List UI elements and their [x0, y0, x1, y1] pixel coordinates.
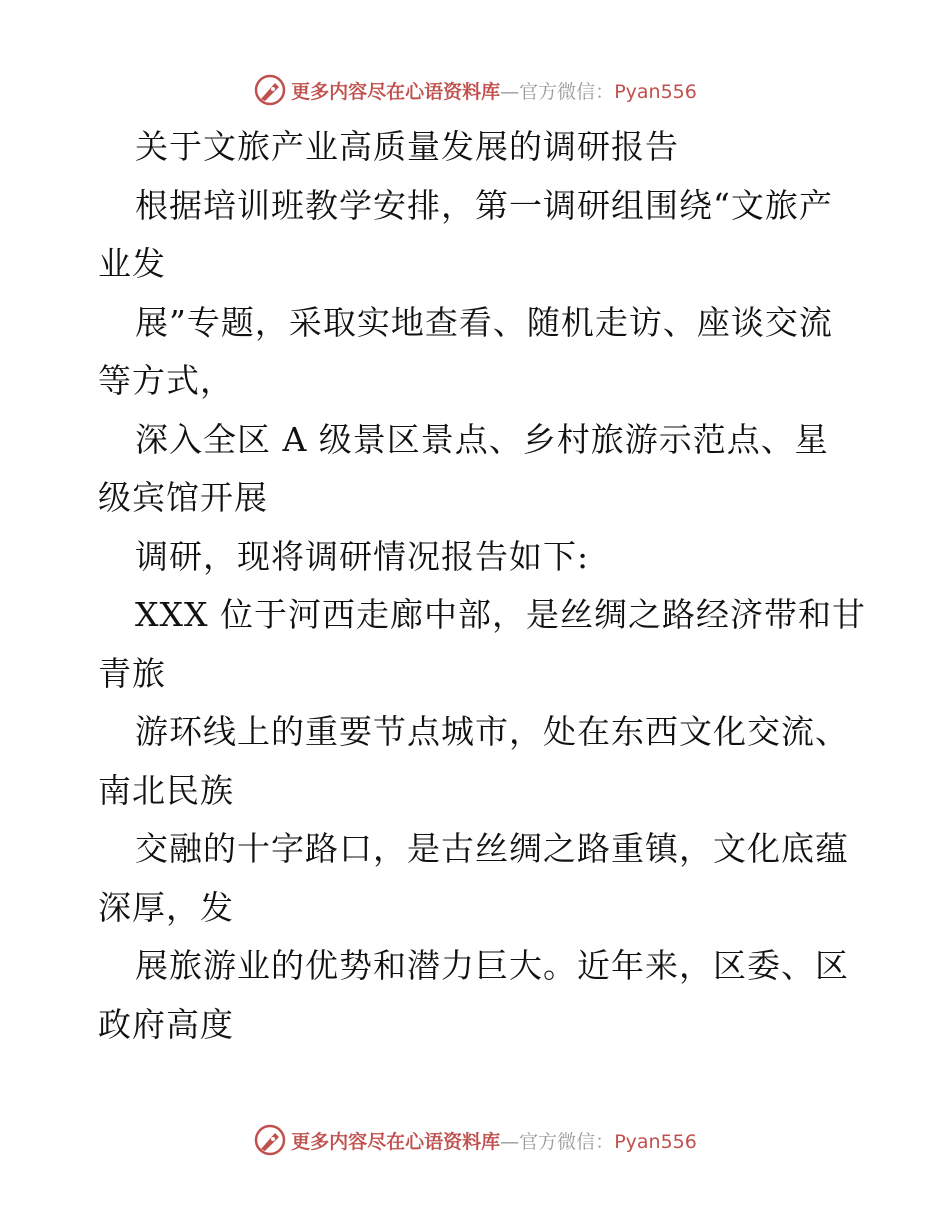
paragraph-line: 根据培训班教学安排，第一调研组围绕“文旅产 [135, 185, 833, 225]
paragraph-line: 深厚，发 [98, 887, 234, 927]
paragraph-line: 调研，现将调研情况报告如下: [135, 536, 590, 576]
footer-brand: 更多内容尽在心语资料库 [291, 1130, 501, 1153]
header-banner [0, 70, 950, 110]
paragraph-line: 深入全区 A 级景区景点、乡村旅游示范点、星 [135, 419, 829, 459]
footer-banner-text [291, 1127, 697, 1154]
footer-dash: — [500, 1130, 520, 1153]
paragraph-line: XXX 位于河西走廊中部，是丝绸之路经济带和甘 [135, 595, 866, 634]
paragraph-line: 政府高度 [98, 1004, 234, 1044]
paragraph-line: 业发 [98, 244, 166, 283]
paragraph-line: 交融的十字路口，是古丝绸之路重镇，文化底蕴 [135, 829, 849, 868]
paragraph-line: 级宾馆开展 [98, 478, 268, 517]
paragraph-line: 等方式， [98, 361, 234, 400]
footer-banner [0, 1120, 950, 1160]
paragraph-line: 南北民族 [98, 770, 234, 810]
header-banner-text [291, 77, 697, 104]
pen-nib-logo-icon [253, 1123, 287, 1157]
paragraph-line: 游环线上的重要节点城市，处在东西文化交流、 [135, 712, 849, 751]
document-title: 关于文旅产业高质量发展的调研报告 [135, 127, 679, 166]
pen-nib-logo-icon [253, 73, 287, 107]
document-body [98, 118, 866, 1054]
header-wechat-id: Pyan556 [614, 80, 697, 103]
footer-wechat-id: Pyan556 [614, 1130, 697, 1153]
paragraph-line: 展旅游业的优势和潜力巨大。近年来，区委、区 [135, 946, 849, 985]
paragraph-line: 展”专题，采取实地查看、随机走访、座谈交流 [135, 302, 833, 342]
header-brand: 更多内容尽在心语资料库 [291, 80, 501, 103]
footer-wechat-label: 官方微信： [519, 1130, 615, 1153]
header-dash: — [500, 80, 520, 103]
paragraph-line: 青旅 [98, 653, 166, 693]
header-wechat-label: 官方微信： [519, 80, 615, 103]
